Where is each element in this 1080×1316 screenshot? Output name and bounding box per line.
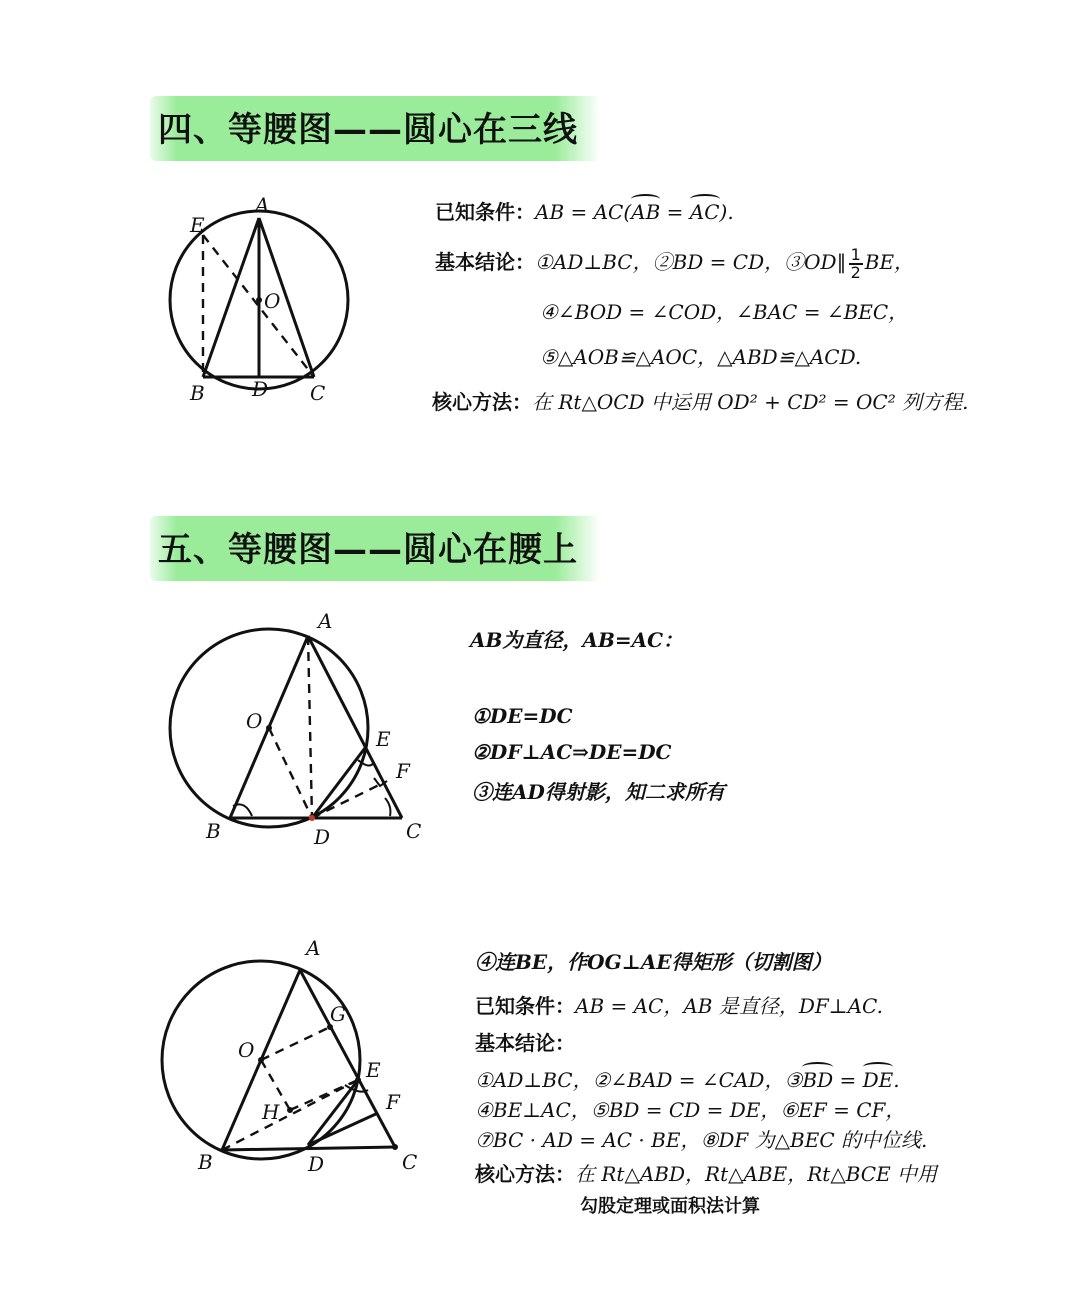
s5-fig2-basic-3: ⑦BC · AD = AC · BE，⑧DF 为△BEC 的中位线.	[475, 1128, 928, 1152]
s5-fig2-core-2: 勾股定理或面积法计算	[580, 1196, 760, 1217]
label-D: D	[252, 377, 269, 401]
label-D: D	[308, 1152, 325, 1176]
s5-fig2-known: 已知条件：AB = AC，AB 是直径，DF⊥AC.	[475, 994, 883, 1018]
label-A: A	[306, 936, 321, 960]
label-B: B	[198, 1150, 213, 1174]
s5-fig1-item-2: ②DF⊥AC⇒DE=DC	[472, 740, 672, 764]
label-B: B	[190, 381, 205, 405]
s4-known: 已知条件：AB = AC(AB = AC).	[435, 200, 734, 224]
label-A: A	[255, 193, 270, 217]
s5-fig2-core: 核心方法：在 Rt△ABD，Rt△ABE，Rt△BCE 中用	[475, 1162, 938, 1186]
section5-diagram-2	[150, 935, 430, 1185]
s4-basic-1: 基本结论：①AD⊥BC，②BD = CD，③OD∥ $\frac{1}{2}$ BE，	[435, 244, 915, 282]
s5-fig1-intro: AB为直径，AB=AC：	[470, 628, 684, 652]
label-O: O	[238, 1038, 255, 1062]
label-A: A	[318, 609, 333, 633]
label-E: E	[376, 727, 391, 751]
label-F: F	[386, 1090, 400, 1114]
s5-fig1-item-1: ①DE=DC	[472, 704, 573, 728]
s5-fig2-basic-1: ①AD⊥BC，②∠BAD = ∠CAD，③BD = DE.	[475, 1068, 900, 1092]
section4-diagram	[160, 190, 360, 405]
s4-core: 核心方法：在 Rt△OCD 中运用 OD² + CD² = OC² 列方程.	[432, 390, 969, 414]
label-C: C	[310, 381, 326, 405]
s5-fig2-basic-2: ④BE⊥AC，⑤BD = CD = DE，⑥EF = CF，	[475, 1098, 906, 1122]
s5-fig2-basic-label: 基本结论：	[475, 1031, 575, 1055]
label-G: G	[330, 1002, 346, 1026]
section4-title: 四、等腰图——圆心在三线	[150, 96, 600, 161]
fraction: $\frac{1}{2}$	[850, 244, 861, 282]
s4-basic-2: ④∠BOD = ∠COD，∠BAC = ∠BEC，	[540, 300, 909, 324]
label-C: C	[406, 819, 422, 843]
label-D: D	[314, 825, 331, 849]
section5-title: 五、等腰图——圆心在腰上	[150, 516, 600, 581]
label-B: B	[206, 819, 221, 843]
s4-basic-3: ⑤△AOB≌△AOC，△ABD≌△ACD.	[540, 345, 862, 369]
label-O: O	[264, 289, 281, 313]
section5-diagram-1	[160, 610, 430, 850]
s5-fig2-item-4: ④连BE，作OG⊥AE得矩形（切割图）	[475, 950, 832, 974]
label-H: H	[262, 1100, 280, 1124]
label-O: O	[246, 709, 263, 733]
label-C: C	[402, 1150, 418, 1174]
label-E: E	[366, 1058, 381, 1082]
label-E: E	[190, 213, 205, 237]
s5-fig1-item-3: ③连AD得射影，知二求所有	[472, 780, 725, 804]
label-F: F	[396, 759, 410, 783]
